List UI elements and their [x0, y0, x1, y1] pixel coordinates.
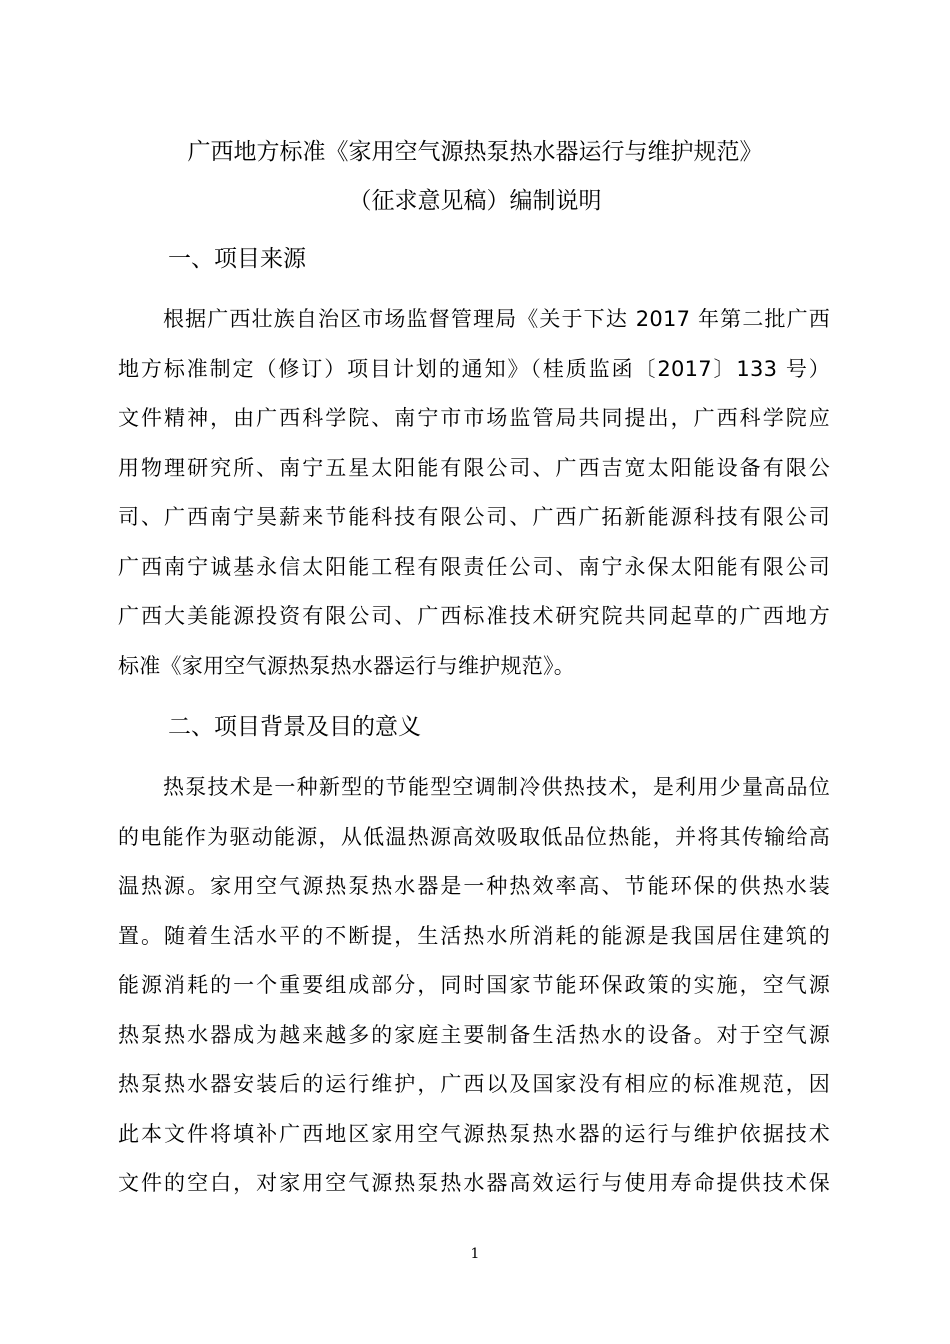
paragraph-line: 热泵技术是一种新型的节能型空调制冷供热技术，是利用少量高品位 [163, 775, 830, 799]
paragraph-line: 能源消耗的一个重要组成部分，同时国家节能环保政策的实施，空气源 [118, 973, 830, 997]
paragraph-line: 地方标准制定（修订）项目计划的通知》（桂质监函〔2017〕133 号） [118, 356, 830, 381]
paragraph-line: 文件精神，由广西科学院、南宁市市场监管局共同提出，广西科学院应 [118, 406, 830, 430]
paragraph-line: 标准《家用空气源热泵热水器运行与维护规范》。 [118, 653, 575, 678]
paragraph-line: 根据广西壮族自治区市场监督管理局《关于下达 2017 年第二批广西 [163, 307, 830, 331]
document-title-line-1: 广西地方标准《家用空气源热泵热水器运行与维护规范》 [187, 139, 763, 165]
paragraph-line: 温热源。家用空气源热泵热水器是一种热效率高、节能环保的供热水装 [118, 874, 830, 898]
paragraph-line: 热泵热水器安装后的运行维护，广西以及国家没有相应的标准规范，因 [118, 1072, 830, 1096]
paragraph-line: 司、广西南宁昊薪来节能科技有限公司、广西广拓新能源科技有限公司 [118, 505, 830, 529]
paragraph-line: 置。随着生活水平的不断提，生活热水所消耗的能源是我国居住建筑的 [118, 923, 830, 948]
paragraph-line: 广西南宁诚基永信太阳能工程有限责任公司、南宁永保太阳能有限公司 [118, 554, 830, 579]
paragraph-line: 此本文件将填补广西地区家用空气源热泵热水器的运行与维护依据技术 [118, 1121, 830, 1146]
section-2-heading: 二、项目背景及目的意义 [168, 714, 421, 740]
paragraph-line: 热泵热水器成为越来越多的家庭主要制备生活热水的设备。对于空气源 [118, 1022, 830, 1047]
section-2-paragraph [118, 771, 830, 1217]
paragraph-line: 文件的空白，对家用空气源热泵热水器高效运行与使用寿命提供技术保 [118, 1171, 830, 1195]
page-number: 1 [470, 1246, 480, 1262]
section-1-paragraph [118, 303, 830, 699]
paragraph-line: 的电能作为驱动能源，从低温热源高效吸取低品位热能，并将其传输给高 [118, 824, 830, 849]
paragraph-line: 用物理研究所、南宁五星太阳能有限公司、广西吉宽太阳能设备有限公 [118, 455, 830, 480]
paragraph-line: 广西大美能源投资有限公司、广西标准技术研究院共同起草的广西地方 [118, 604, 830, 628]
document-title-line-2: （征求意见稿）编制说明 [348, 188, 602, 214]
section-1-heading: 一、项目来源 [168, 246, 306, 272]
